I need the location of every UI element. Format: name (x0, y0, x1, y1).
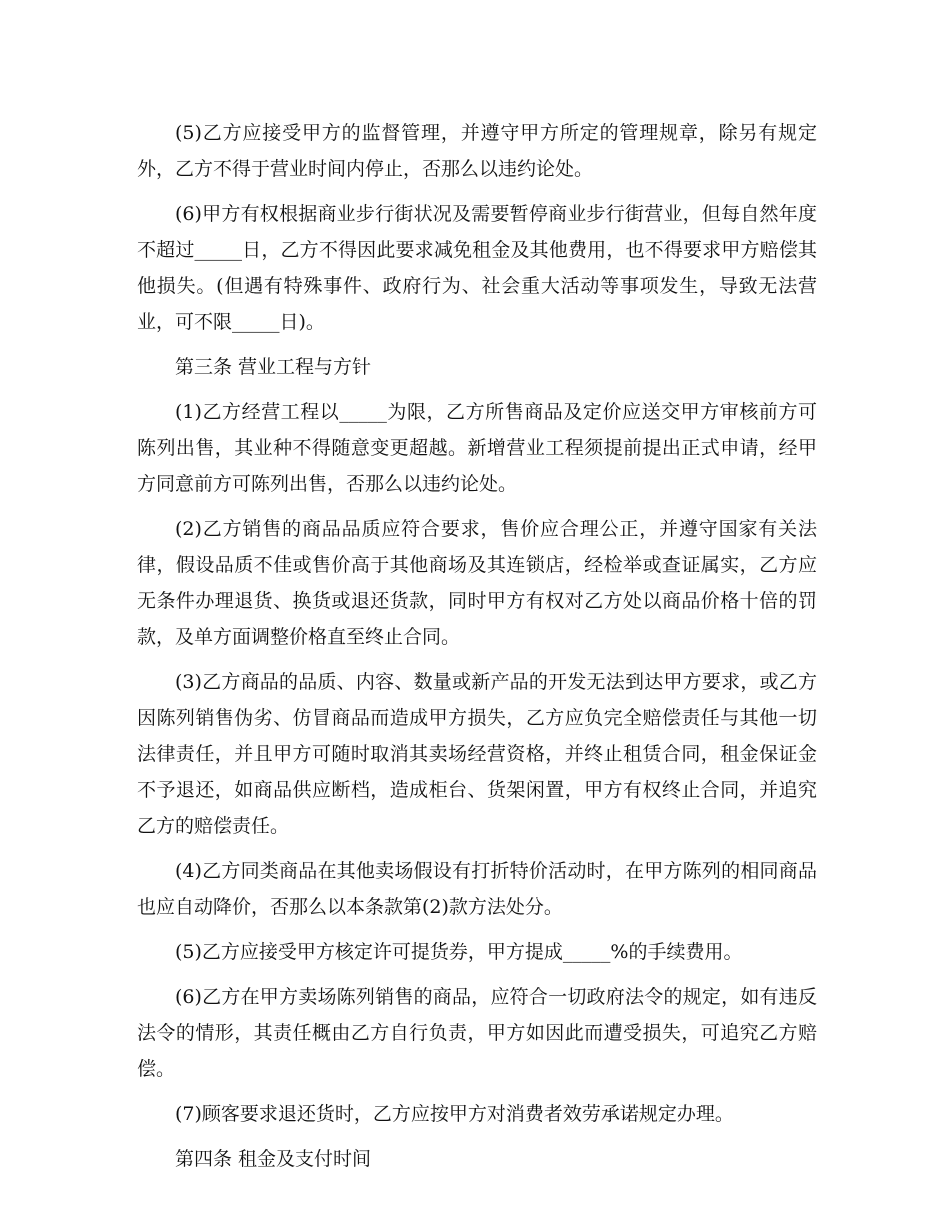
paragraph-clause-3-2: (2)乙方销售的商品品质应符合要求，售价应合理公正，并遵守国家有关法律，假设品质不佳或售价高于其他商场及其连锁店，经检举或查证属实，乙方应无条件办理退货、换货或退还货款，同时甲方有权对乙方处以商品价格十倍的罚款，及单方面调整价格直至终止合同。 (137, 518, 817, 648)
paragraph-clause-2-5: (5)乙方应接受甲方的监督管理，并遵守甲方所定的管理规章，除另有规定外，乙方不得于营业时间内停止，否那么以违约论处。 (137, 122, 817, 180)
paragraph-clause-3-6: (6)乙方在甲方卖场陈列销售的商品，应符合一切政府法令的规定，如有违反法令的情形，其责任概由乙方自行负责，甲方如因此而遭受损失，可追究乙方赔偿。 (137, 986, 817, 1080)
paragraph-clause-2-6: (6)甲方有权根据商业步行街状况及需要暂停商业步行街营业，但每自然年度不超过_____日，乙方不得因此要求减免租金及其他费用，也不得要求甲方赔偿其他损失。(但遇有特殊事件、政府行为、社会重大活动等事项发生，导致无法营业，可不限_____日)。 (137, 203, 817, 333)
paragraph-clause-3-4: (4)乙方同类商品在其他卖场假设有打折特价活动时，在甲方陈列的相同商品也应自动降价，否那么以本条款第(2)款方法处分。 (137, 860, 817, 918)
paragraph-clause-3-7: (7)顾客要求退还货时，乙方应按甲方对消费者效劳承诺规定办理。 (175, 1103, 734, 1125)
document-page (137, 115, 817, 1186)
section-heading-article-4: 第四条 租金及支付时间 (175, 1148, 372, 1170)
paragraph-clause-3-1: (1)乙方经营工程以_____为限，乙方所售商品及定价应送交甲方审核前方可陈列出售，其业种不得随意变更超越。新增营业工程须提前提出正式申请，经甲方同意前方可陈列出售，否那么以违约论处。 (137, 401, 817, 495)
section-heading-article-3: 第三条 营业工程与方针 (175, 356, 372, 378)
paragraph-clause-3-5: (5)乙方应接受甲方核定许可提货券，甲方提成_____%的手续费用。 (175, 941, 743, 963)
paragraph-clause-3-3: (3)乙方商品的品质、内容、数量或新产品的开发无法到达甲方要求，或乙方因陈列销售伪劣、仿冒商品而造成甲方损失，乙方应负完全赔偿责任与其他一切法律责任，并且甲方可随时取消其卖场经营资格，并终止租赁合同，租金保证金不予退还，如商品供应断档，造成柜台、货架闲置，甲方有权终止合同，并追究乙方的赔偿责任。 (137, 671, 817, 837)
